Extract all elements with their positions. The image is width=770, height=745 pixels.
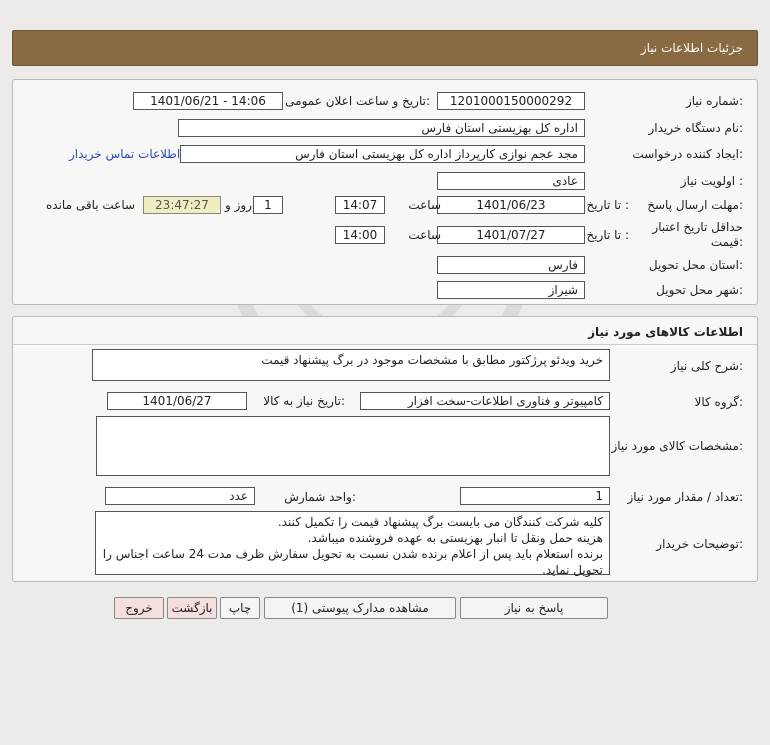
notes-label: توضیحات خریدار:	[656, 537, 743, 551]
goods-group-field: کامپیوتر و فناوری اطلاعات-سخت افزار	[360, 392, 610, 410]
deadline-time-label: ساعت	[408, 198, 441, 212]
quantity-field: 1	[460, 487, 610, 505]
buyer-field: اداره کل بهزیستی استان فارس	[178, 119, 585, 137]
priority-field: عادی	[437, 172, 585, 190]
validity-label-line2: قیمت:	[710, 235, 743, 249]
need-number-label: شماره نیاز:	[685, 94, 743, 108]
city-label: شهر محل تحویل:	[656, 283, 743, 297]
buyer-contact-link[interactable]: اطلاعات تماس خریدار	[69, 147, 181, 161]
summary-label: شرح کلی نیاز:	[670, 359, 743, 373]
page-title: جزئیات اطلاعات نیاز	[640, 41, 743, 55]
summary-field: خرید ویدئو پرژکتور مطابق با مشخصات موجود در برگ پیشنهاد قیمت	[92, 349, 610, 381]
need-number-field: 1201000150000292	[437, 92, 585, 110]
back-button[interactable]: بازگشت	[167, 597, 217, 619]
validity-to-date-label: تا تاریخ :	[586, 228, 629, 242]
province-field: فارس	[437, 256, 585, 274]
goods-group-label: گروه کالا:	[694, 395, 743, 409]
reply-button[interactable]: پاسخ به نیاز	[460, 597, 608, 619]
province-label: استان محل تحویل:	[648, 258, 743, 272]
unit-label: واحد شمارش:	[284, 490, 356, 504]
deadline-label: مهلت ارسال پاسخ:	[647, 198, 743, 212]
city-field: شیراز	[437, 281, 585, 299]
goods-info-panel	[12, 316, 758, 582]
attachments-button[interactable]: مشاهده مدارک پیوستی (1)	[264, 597, 456, 619]
need-date-field: 1401/06/27	[107, 392, 247, 410]
creator-label: ایجاد کننده درخواست:	[632, 147, 743, 161]
days-remaining-field: 1	[253, 196, 283, 214]
quantity-label: تعداد / مقدار مورد نیاز:	[627, 490, 743, 504]
need-date-label: تاریخ نیاز به کالا:	[263, 394, 345, 408]
announce-date-label: تاریخ و ساعت اعلان عمومی:	[285, 94, 430, 108]
days-label: روز و	[225, 198, 252, 212]
specs-field	[96, 416, 610, 476]
notes-line-2: هزینه حمل ونقل تا انبار بهزیستی به عهده فروشنده میباشد.	[307, 531, 603, 545]
section-divider	[13, 344, 757, 345]
notes-line-3: برنده استعلام باید پس از اعلام برنده شدن نسبت به تحویل سفارش ظرف مدت 24 ساعت اجناس را	[102, 547, 603, 561]
notes-line-1: کلیه شرکت کنندگان می بایست برگ پیشنهاد قیمت را تکمیل کنند.	[277, 515, 603, 529]
unit-field: عدد	[105, 487, 255, 505]
goods-section-title: اطلاعات کالاهای مورد نیاز	[588, 325, 743, 339]
deadline-date-field: 1401/06/23	[437, 196, 585, 214]
validity-label-line1: حداقل تاریخ اعتبار	[652, 220, 743, 234]
specs-label: مشخصات کالای مورد نیاز:	[611, 439, 743, 453]
page-header	[12, 30, 758, 66]
deadline-time-field: 14:07	[335, 196, 385, 214]
buyer-notes-field	[95, 511, 610, 575]
deadline-to-date-label: تا تاریخ :	[586, 198, 629, 212]
exit-button[interactable]: خروج	[114, 597, 164, 619]
announce-date-field: 1401/06/21 - 14:06	[133, 92, 283, 110]
remaining-time-field: 23:47:27	[143, 196, 221, 214]
buyer-label: نام دستگاه خریدار:	[648, 121, 743, 135]
need-info-panel	[12, 79, 758, 305]
remaining-time-label: ساعت باقی مانده	[46, 198, 136, 212]
priority-label: اولویت نیاز :	[680, 174, 743, 188]
notes-line-4: تحویل نماید.	[542, 563, 603, 577]
validity-date-field: 1401/07/27	[437, 226, 585, 244]
validity-time-label: ساعت	[408, 228, 441, 242]
print-button[interactable]: چاپ	[220, 597, 260, 619]
validity-time-field: 14:00	[335, 226, 385, 244]
creator-field: مجد عجم نوازی کارپرداز اداره کل بهزیستی استان فارس	[180, 145, 585, 163]
